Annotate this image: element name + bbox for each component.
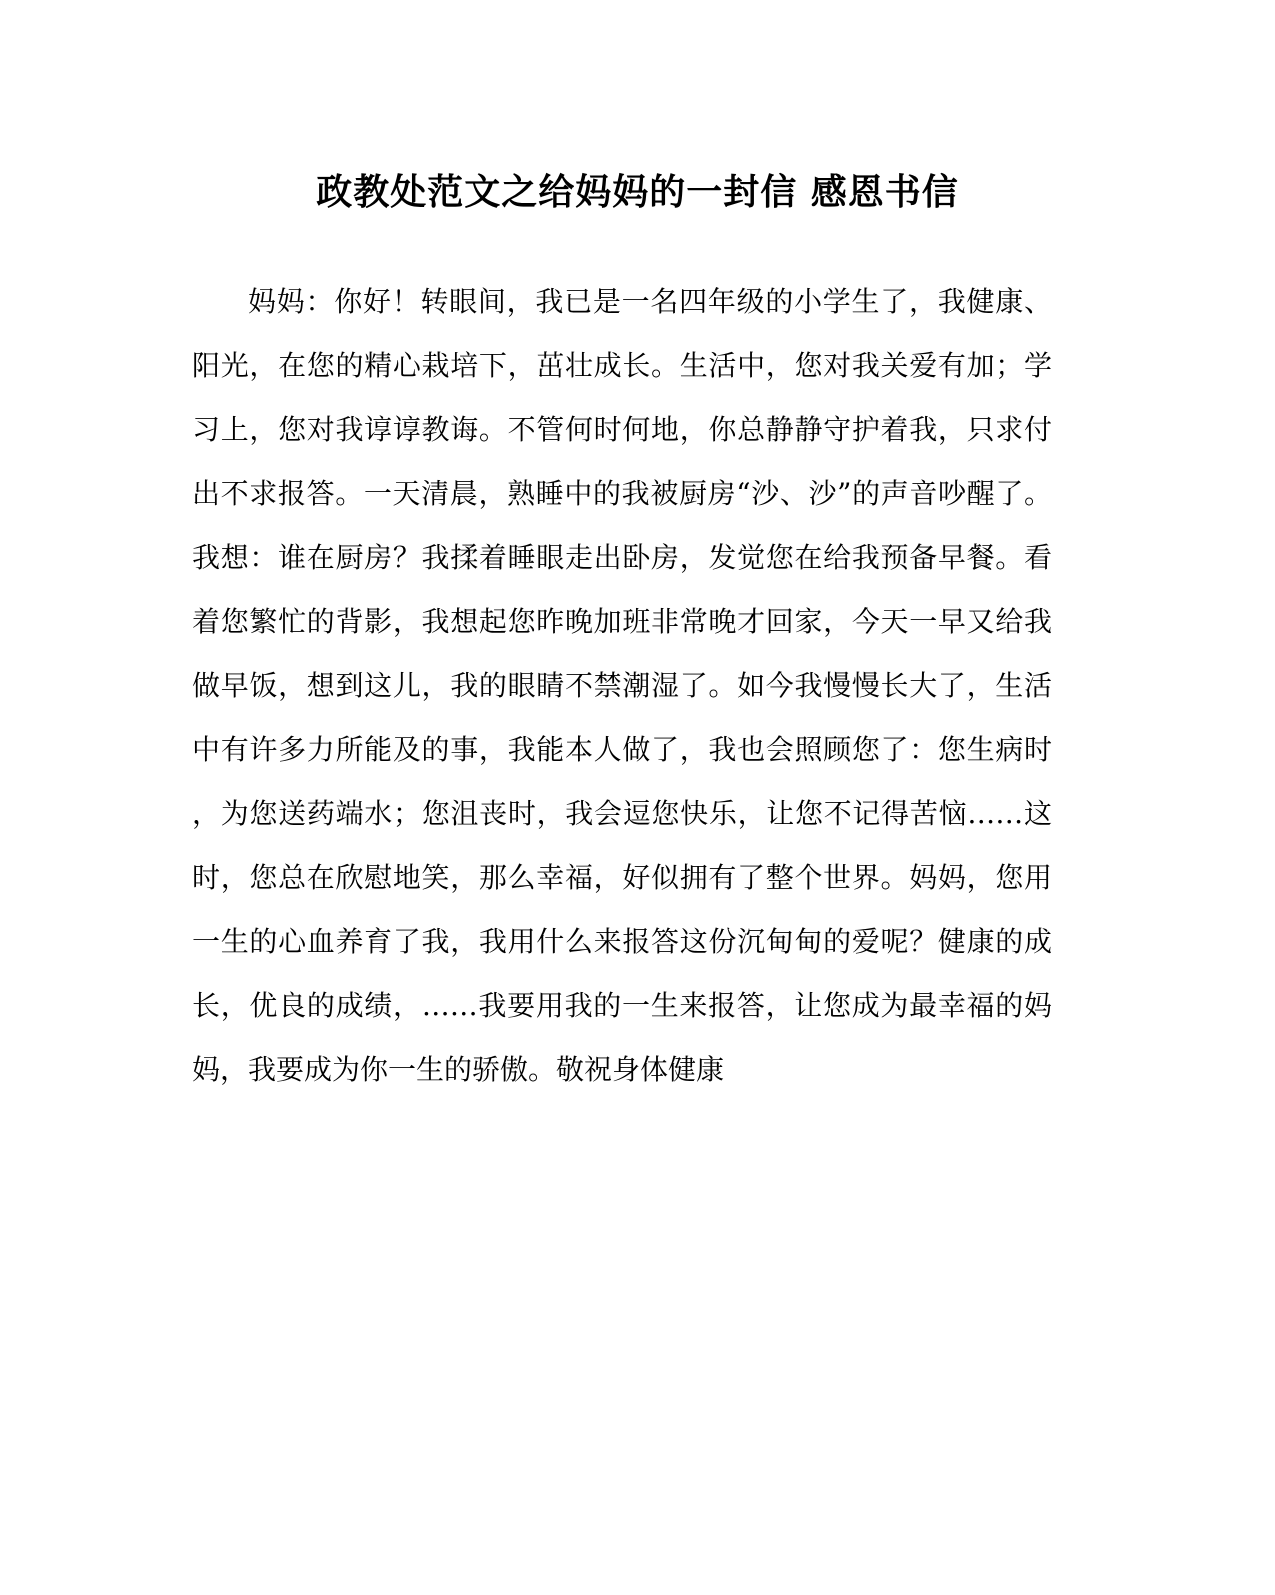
letter-line: 做早饭，想到这儿，我的眼睛不禁潮湿了。如今我慢慢长大了，生活 [192, 669, 1052, 702]
letter-line: 习上，您对我谆谆教诲。不管何时何地，你总静静守护着我，只求付 [192, 413, 1052, 446]
letter-body [192, 270, 1052, 1102]
letter-line: 妈，我要成为你一生的骄傲。敬祝身体健康 [192, 1053, 725, 1086]
letter-line: 我想：谁在厨房？我揉着睡眼走出卧房，发觉您在给我预备早餐。看 [192, 541, 1052, 574]
document-title: 政教处范文之给妈妈的一封信 感恩书信 [316, 171, 959, 213]
letter-line: 时，您总在欣慰地笑，那么幸福，好似拥有了整个世界。妈妈，您用 [192, 861, 1052, 894]
letter-line: 阳光，在您的精心栽培下，茁壮成长。生活中，您对我关爱有加；学 [192, 349, 1052, 382]
letter-line: 一生的心血养育了我，我用什么来报答这份沉甸甸的爱呢？健康的成 [192, 925, 1052, 958]
letter-line: ，为您送药端水；您沮丧时，我会逗您快乐，让您不记得苦恼……这 [192, 797, 1052, 830]
letter-line: 妈妈：你好！转眼间，我已是一名四年级的小学生了，我健康、 [248, 285, 1052, 318]
letter-line: 中有许多力所能及的事，我能本人做了，我也会照顾您了：您生病时 [192, 733, 1052, 766]
letter-line: 着您繁忙的背影，我想起您昨晚加班非常晚才回家，今天一早又给我 [192, 605, 1052, 638]
letter-line: 长，优良的成绩，……我要用我的一生来报答，让您成为最幸福的妈 [192, 989, 1052, 1022]
letter-line: 出不求报答。一天清晨，熟睡中的我被厨房“沙、沙”的声音吵醒了。 [192, 477, 1052, 510]
